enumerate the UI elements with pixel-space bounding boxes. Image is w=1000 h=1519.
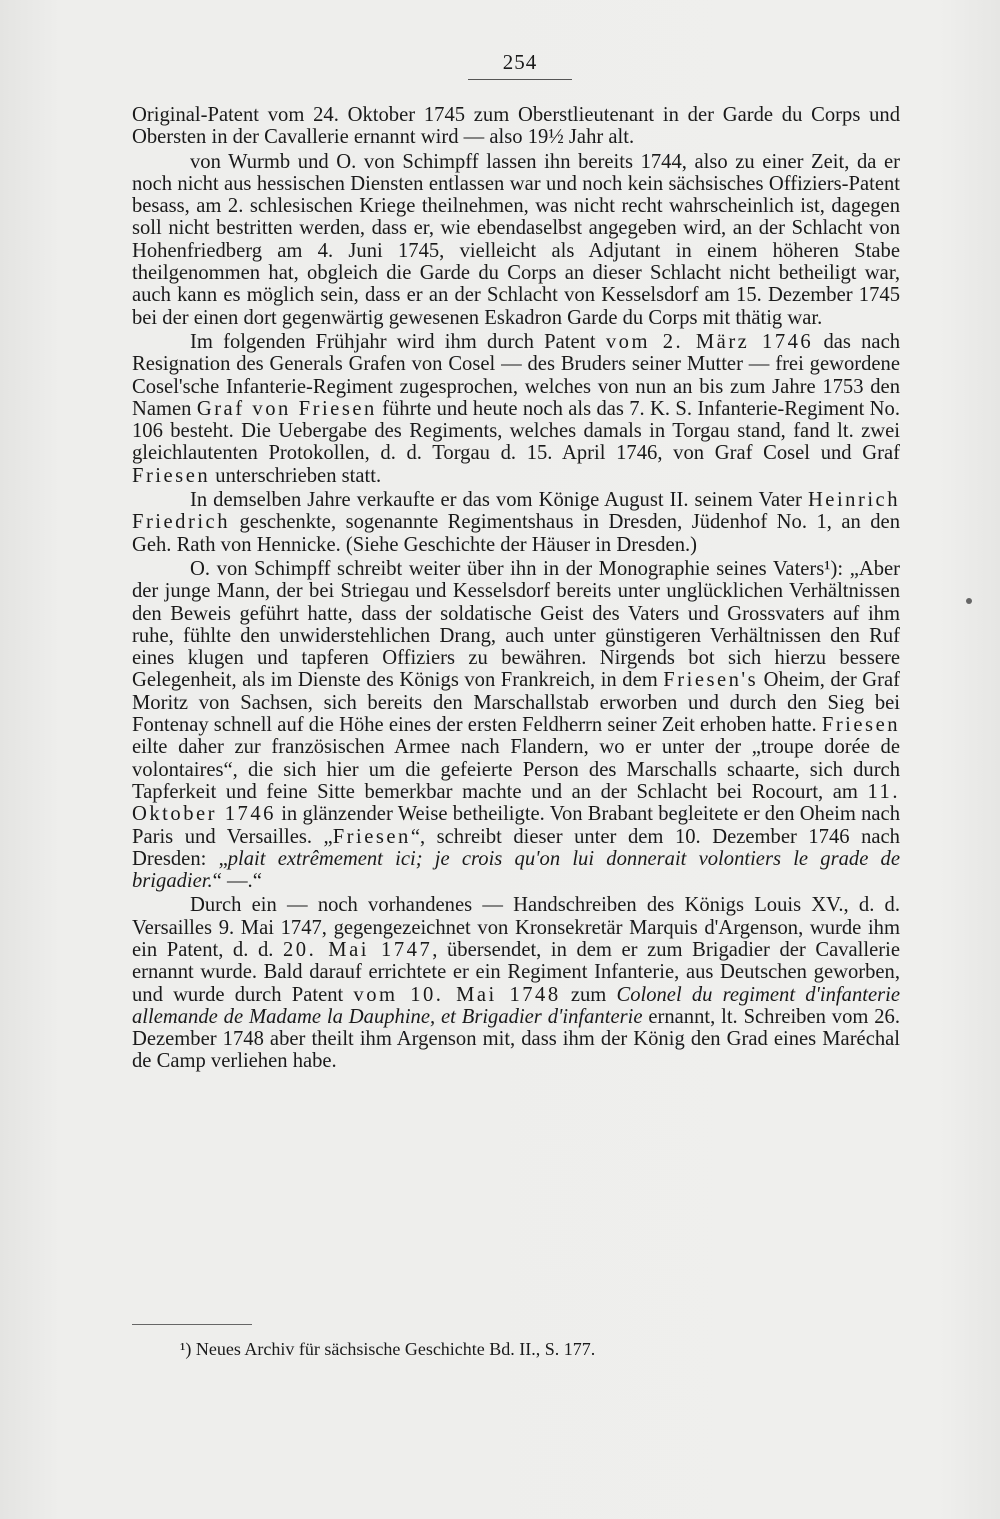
text-run: zum [560,983,617,1006]
paragraph-5 [132,558,900,892]
text-run: O. von Schimpff schreibt weiter über ihn in der Monographie seines Vaters¹): „Aber der junge Mann, der bei Striegau und Kesselsdorf bereits unter unglücklichen Verhältnissen den Beweis geführt hatte, dass der soldatische Geist des Vaters und Grossvaters auf ihm ruhe, fühlte den unwiderstehlichen Drang, auch unter günstigeren Verhältnissen den Ruf eines klugen und tapferen Offiziers zu bewähren. Nirgends bot sich hierzu bessere Gelegenheit, als im Dienste des Königs von Frankreich, in dem [132,557,900,692]
footnote [180,1338,900,1360]
text-run: , übersendet, in dem er zum Brigadier der Cavallerie ernannt wurde. Bald darauf errichtete er ein Regiment Infanterie, aus Deutschen geworben, und wurde durch Patent [132,938,900,1006]
margin-mark [966,598,972,604]
paragraph-1 [132,104,900,149]
text-run: In demselben Jahre verkaufte er das vom Könige August II. seinem Vater [190,489,808,512]
text-run: das nach Resignation des Generals Grafen von Cosel — des Bruders seiner Mutter — frei gewordene Cosel'sche Infanterie-Regiment zugesprochen, welches von nun an bis zum Jahre 1753 den Namen [132,330,901,420]
text-run: ernannt, lt. Schreiben vom 26. Dezember 1748 aber theilt ihm Argenson mit, dass ihm der König den Grad eines Maréchal de Camp verliehen habe. [132,1005,901,1073]
paragraph-2 [132,151,900,329]
spaced-emphasis: Friesen [132,464,211,487]
italic-quote: plait extrêmement ici; je crois qu'on lui donnerait volontiers le grade de brigadier. [132,847,900,893]
text-run: Oheim, der Graf Moritz von Sachsen, sich bereits den Marschallstab erworben und durch den Sieg bei Fontenay schnell auf die Höhe eines der ersten Feldherrn seiner Zeit erhoben hatte. [132,669,900,737]
text-run: unterschrieben statt. [210,464,382,487]
text-run: geschenkte, sogenannte Regimentshaus in Dresden, Jüdenhof No. 1, an den Geh. Rath von Hennicke. (Siehe Geschichte der Häuser in Dresden.) [132,511,900,556]
spaced-emphasis: 20. Mai 1747 [282,938,433,961]
text-run: “ —.“ [212,870,262,893]
spaced-emphasis: 11. Oktober 1746 [132,780,900,826]
paragraph-4 [132,489,900,556]
footnote-marker: ¹) [180,1339,192,1359]
spaced-emphasis: Friesen [332,825,411,848]
spaced-emphasis: vom 2. März 1746 [605,330,814,353]
spaced-emphasis: vom 10. Mai 1748 [353,983,561,1006]
paragraph-3 [132,331,900,487]
spaced-emphasis: Heinrich Friedrich [132,489,900,534]
text-run: Durch ein — noch vorhandenes — Handschreiben des Königs Louis XV., d. d. Versailles 9. Mai 1747, gegengezeichnet von Kronsekretär Marquis d'Argenson, wurde ihm ein Patent, d. d. [132,894,900,961]
italic-quote: Colonel du regiment d'infanterie allemande de Madame la Dauphine, et Brigadier d'infanterie [132,983,900,1028]
body-text [132,104,900,1073]
footnote-text: Neues Archiv für sächsische Geschichte Bd. II., S. 177. [195,1339,596,1359]
page-number-rule [468,79,572,80]
text-run: in glänzender Weise betheiligte. Von Brabant begleitete er den Oheim nach Paris und Versailles. „ [132,803,900,848]
spaced-emphasis: Friesen [821,714,900,737]
text-run: von Wurmb und O. von Schimpff lassen ihn bereits 1744, also zu einer Zeit, da er noch nicht aus hessischen Diensten entlassen war und noch kein sächsisches Offiziers-Patent besass, am 2. schlesischen Kriege theilnehmen, was nicht recht wahrscheinlich ist, dagegen soll nicht bestritten werden, dass er, wie ebendaselbst angegeben wird, an der Schlacht von Hohenfriedberg am 4. Juni 1745, vielleicht als Adjutant in einem höheren Stabe theilgenommen hat, obgleich die Garde du Corps an dieser Schlacht nicht betheiligt war, auch kann es möglich sein, dass er an der Schlacht von Kesselsdorf am 15. Dezember 1745 bei der einen dort gegenwärtig gewesenen Eskadron Garde du Corps mit thätig war. [132,150,900,329]
text-run: “, schreibt dieser unter dem 10. Dezember 1746 nach Dresden: „ [132,825,900,870]
text-run: Im folgenden Frühjahr wird ihm durch Patent [190,330,606,353]
text-run: führte und heute noch als das 7. K. S. Infanterie-Regiment No. 106 besteht. Die Uebergabe des Regiments, welches damals in Torgau stand, fand lt. zwei gleichlautenten Protokollen, d. d. Torgau d. 15. April 1746, von Graf Cosel und Graf [132,397,901,465]
spaced-emphasis: Graf von Friesen [196,397,377,420]
paragraph-6 [132,894,900,1072]
spaced-emphasis: Friesen's [663,669,759,692]
page-number: 254 [502,50,538,74]
text-run: eilte daher zur französischen Armee nach Flandern, wo er unter der „troupe dorée de volontaires“, die sich hier um die gefeierte Person des Marschalls schaarte, sich durch Tapferkeit und feine Sitte bemerkbar machte und an der Schlacht bei Rocourt, am [132,736,900,803]
text-run: Original-Patent vom 24. Oktober 1745 zum Oberstlieutenant in der Garde du Corps und Obersten in der Cavallerie ernannt wird — also 19½ Jahr alt. [132,104,900,149]
footnote-rule [132,1324,252,1325]
